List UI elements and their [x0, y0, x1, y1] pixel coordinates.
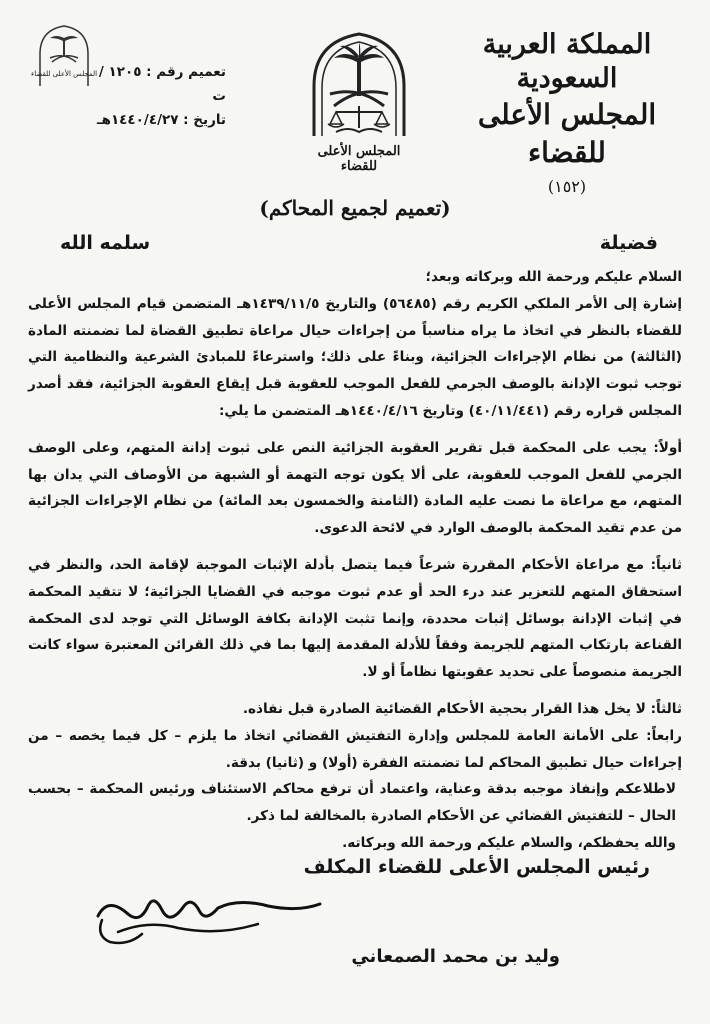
- clause-second: ثانياً: مع مراعاة الأحكام المقررة شرعاً فيما يتصل بأدلة الإثبات الموجبة لإقامة الحد، والنظر في استحقاق المتهم للتعزير عند درء الحد أو عدم ثبوت موجبه في القضايا الجزائية؛ لا تتقيد المحكمة في إثبات الإدانة بوسائل إثبات محددة، وإنما تثبت الإدانة بكافة الوسائل التي توجد لدى المحكمة القناعة بارتكاب المتهم للجريمة وفقاً للأدلة المقدمة إليها بما في ذلك القرائن المعتبرة سواء كانت الجريمة منصوصاً على تحديد عقوبتها نظاماً أو لا.: [28, 556, 682, 681]
- stamp-caption: المجلس الأعلى للقضاء: [30, 70, 98, 78]
- salutation-left: سلمه الله: [60, 232, 151, 254]
- letterhead-title: [452, 28, 682, 200]
- kingdom-name: المملكة العربية السعودية: [482, 29, 652, 94]
- document-title: (تعميم لجميع المحاكم): [259, 196, 451, 220]
- circular-number: تعميم رقم : ١٢٠٥ / ت: [98, 64, 226, 104]
- council-emblem: [300, 28, 418, 173]
- council-name: المجلس الأعلى للقضاء: [477, 98, 657, 169]
- letterhead-number: (١٥٢): [547, 177, 587, 196]
- clause-third: ثالثاً: لا يخل هذا القرار بحجية الأحكام القضائية الصادرة قبل نفاذه.: [242, 700, 682, 717]
- greeting: السلام عليكم ورحمة الله وبركاته وبعد؛: [425, 269, 682, 285]
- handwritten-signature: [88, 876, 328, 956]
- circular-date: تاريخ : ١٤٤٠/٤/٢٧هـ: [96, 112, 226, 128]
- signer-name: وليد بن محمد الصمعاني: [351, 946, 560, 967]
- palm-swords-scale-icon: [300, 28, 418, 146]
- closing-paragraph: لاطلاعكم وإنفاذ موجبه بدقة وعناية، واعتماد أن ترفع محاكم الاستئناف ورئيس المحكمة – بحسب الحال – للتفتيش القضائي عن الأحكام الصادرة بالمخالفة لما ذكر.: [28, 781, 676, 825]
- letter-body: [28, 264, 682, 857]
- stamp-emblem-icon: [30, 24, 98, 90]
- council-stamp: [30, 24, 98, 90]
- intro-paragraph: إشارة إلى الأمر الملكي الكريم رقم (٥٦٤٨٥) والتاريخ ١٤٣٩/١١/٥هـ المتضمن قيام المجلس الأعلى للقضاء بالنظر في اتخاذ ما يراه مناسباً من إجراءات حيال مراعاة تطبيق القضاة لما تضمنته المادة (الثالثة) من نظام الإجراءات الجزائية، وبناءً على ذلك؛ واسترعاءً للمبادئ الشرعية والنظامية التي توجب ثبوت الإدانة بالوصف الجرمي للفعل الموجب للعقوبة قبل إيقاع العقوبة الجزائية، فقد أصدر المجلس قراره رقم (٤٠/١١/٤٤١) وتاريخ ١٤٤٠/٤/١٦هـ المتضمن ما يلي:: [28, 295, 682, 419]
- clause-fourth: رابعاً: على الأمانة العامة للمجلس وإدارة التفتيش القضائي اتخاذ ما يلزم – كل فيما يخصه – من إجراءات حيال تطبيق المحاكم لما تضمنته الفقرة (أولا) و (ثانيا) بدقة.: [28, 727, 682, 771]
- emblem-caption: المجلس الأعلى للقضاء: [317, 144, 401, 174]
- circular-reference: [96, 60, 226, 132]
- clause-first: أولاً: يجب على المحكمة قبل تقرير العقوبة الجزائية النص على ثبوت إدانة المتهم، وعلى الوصف الجرمي للفعل الموجب للعقوبة، على ألا يكون توجه التهمة أو الشبهة من الأوصاف التي يدان بها المتهم، مع مراعاة ما نصت عليه المادة (الثامنة والخمسون بعد المائة) من نظام الإجراءات الجزائية من عدم تقيد المحكمة بالوصف الوارد في لائحة الدعوى.: [28, 439, 682, 537]
- salutation-right: فضيلة: [599, 232, 658, 254]
- closing-prayer: والله يحفظكم، والسلام عليكم ورحمة الله وبركاته.: [342, 834, 676, 851]
- signer-title: رئيس المجلس الأعلى للقضاء المكلف: [303, 856, 650, 878]
